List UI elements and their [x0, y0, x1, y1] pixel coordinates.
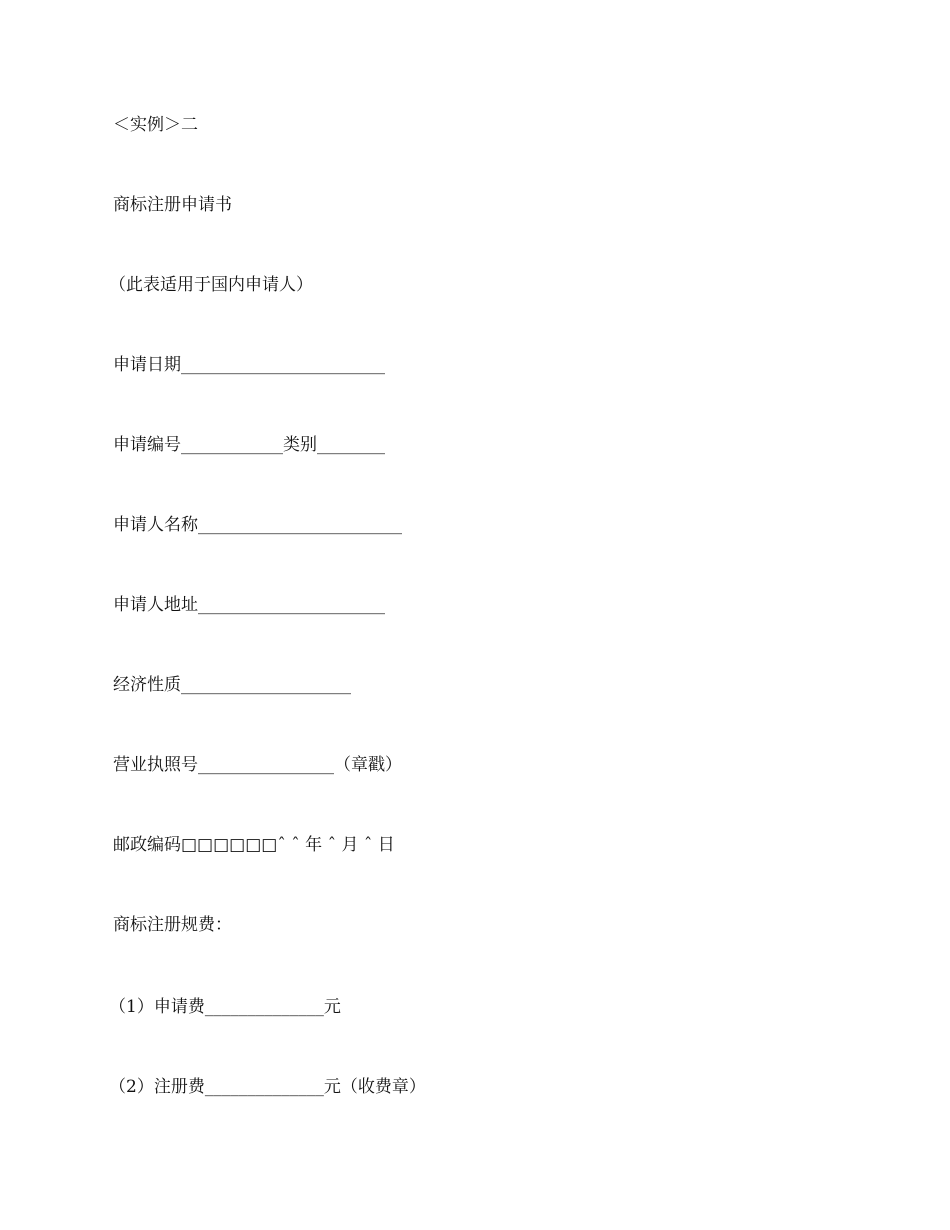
- applicant-address-field: 申请人地址______________________: [113, 595, 385, 615]
- example-heading: ＜实例＞二: [113, 115, 198, 135]
- registration-fee-field: （2）注册费______________元（收费章）: [109, 1077, 426, 1097]
- application-fee-field: （1）申请费______________元: [109, 997, 341, 1017]
- form-subtitle: （此表适用于国内申请人）: [109, 275, 313, 295]
- fees-heading: 商标注册规费：: [113, 915, 232, 935]
- business-license-field: 营业执照号________________（章戳）: [113, 755, 402, 775]
- application-date-field: 申请日期________________________: [113, 355, 385, 375]
- form-title: 商标注册申请书: [113, 195, 232, 215]
- application-number-field: 申请编号____________类别________: [113, 435, 385, 455]
- applicant-name-field: 申请人名称________________________: [113, 515, 402, 535]
- economic-nature-field: 经济性质____________________: [113, 675, 351, 695]
- postal-code-date-field: 邮政编码□□□□□□ˆ ˆ 年 ˆ 月 ˆ 日: [113, 835, 395, 855]
